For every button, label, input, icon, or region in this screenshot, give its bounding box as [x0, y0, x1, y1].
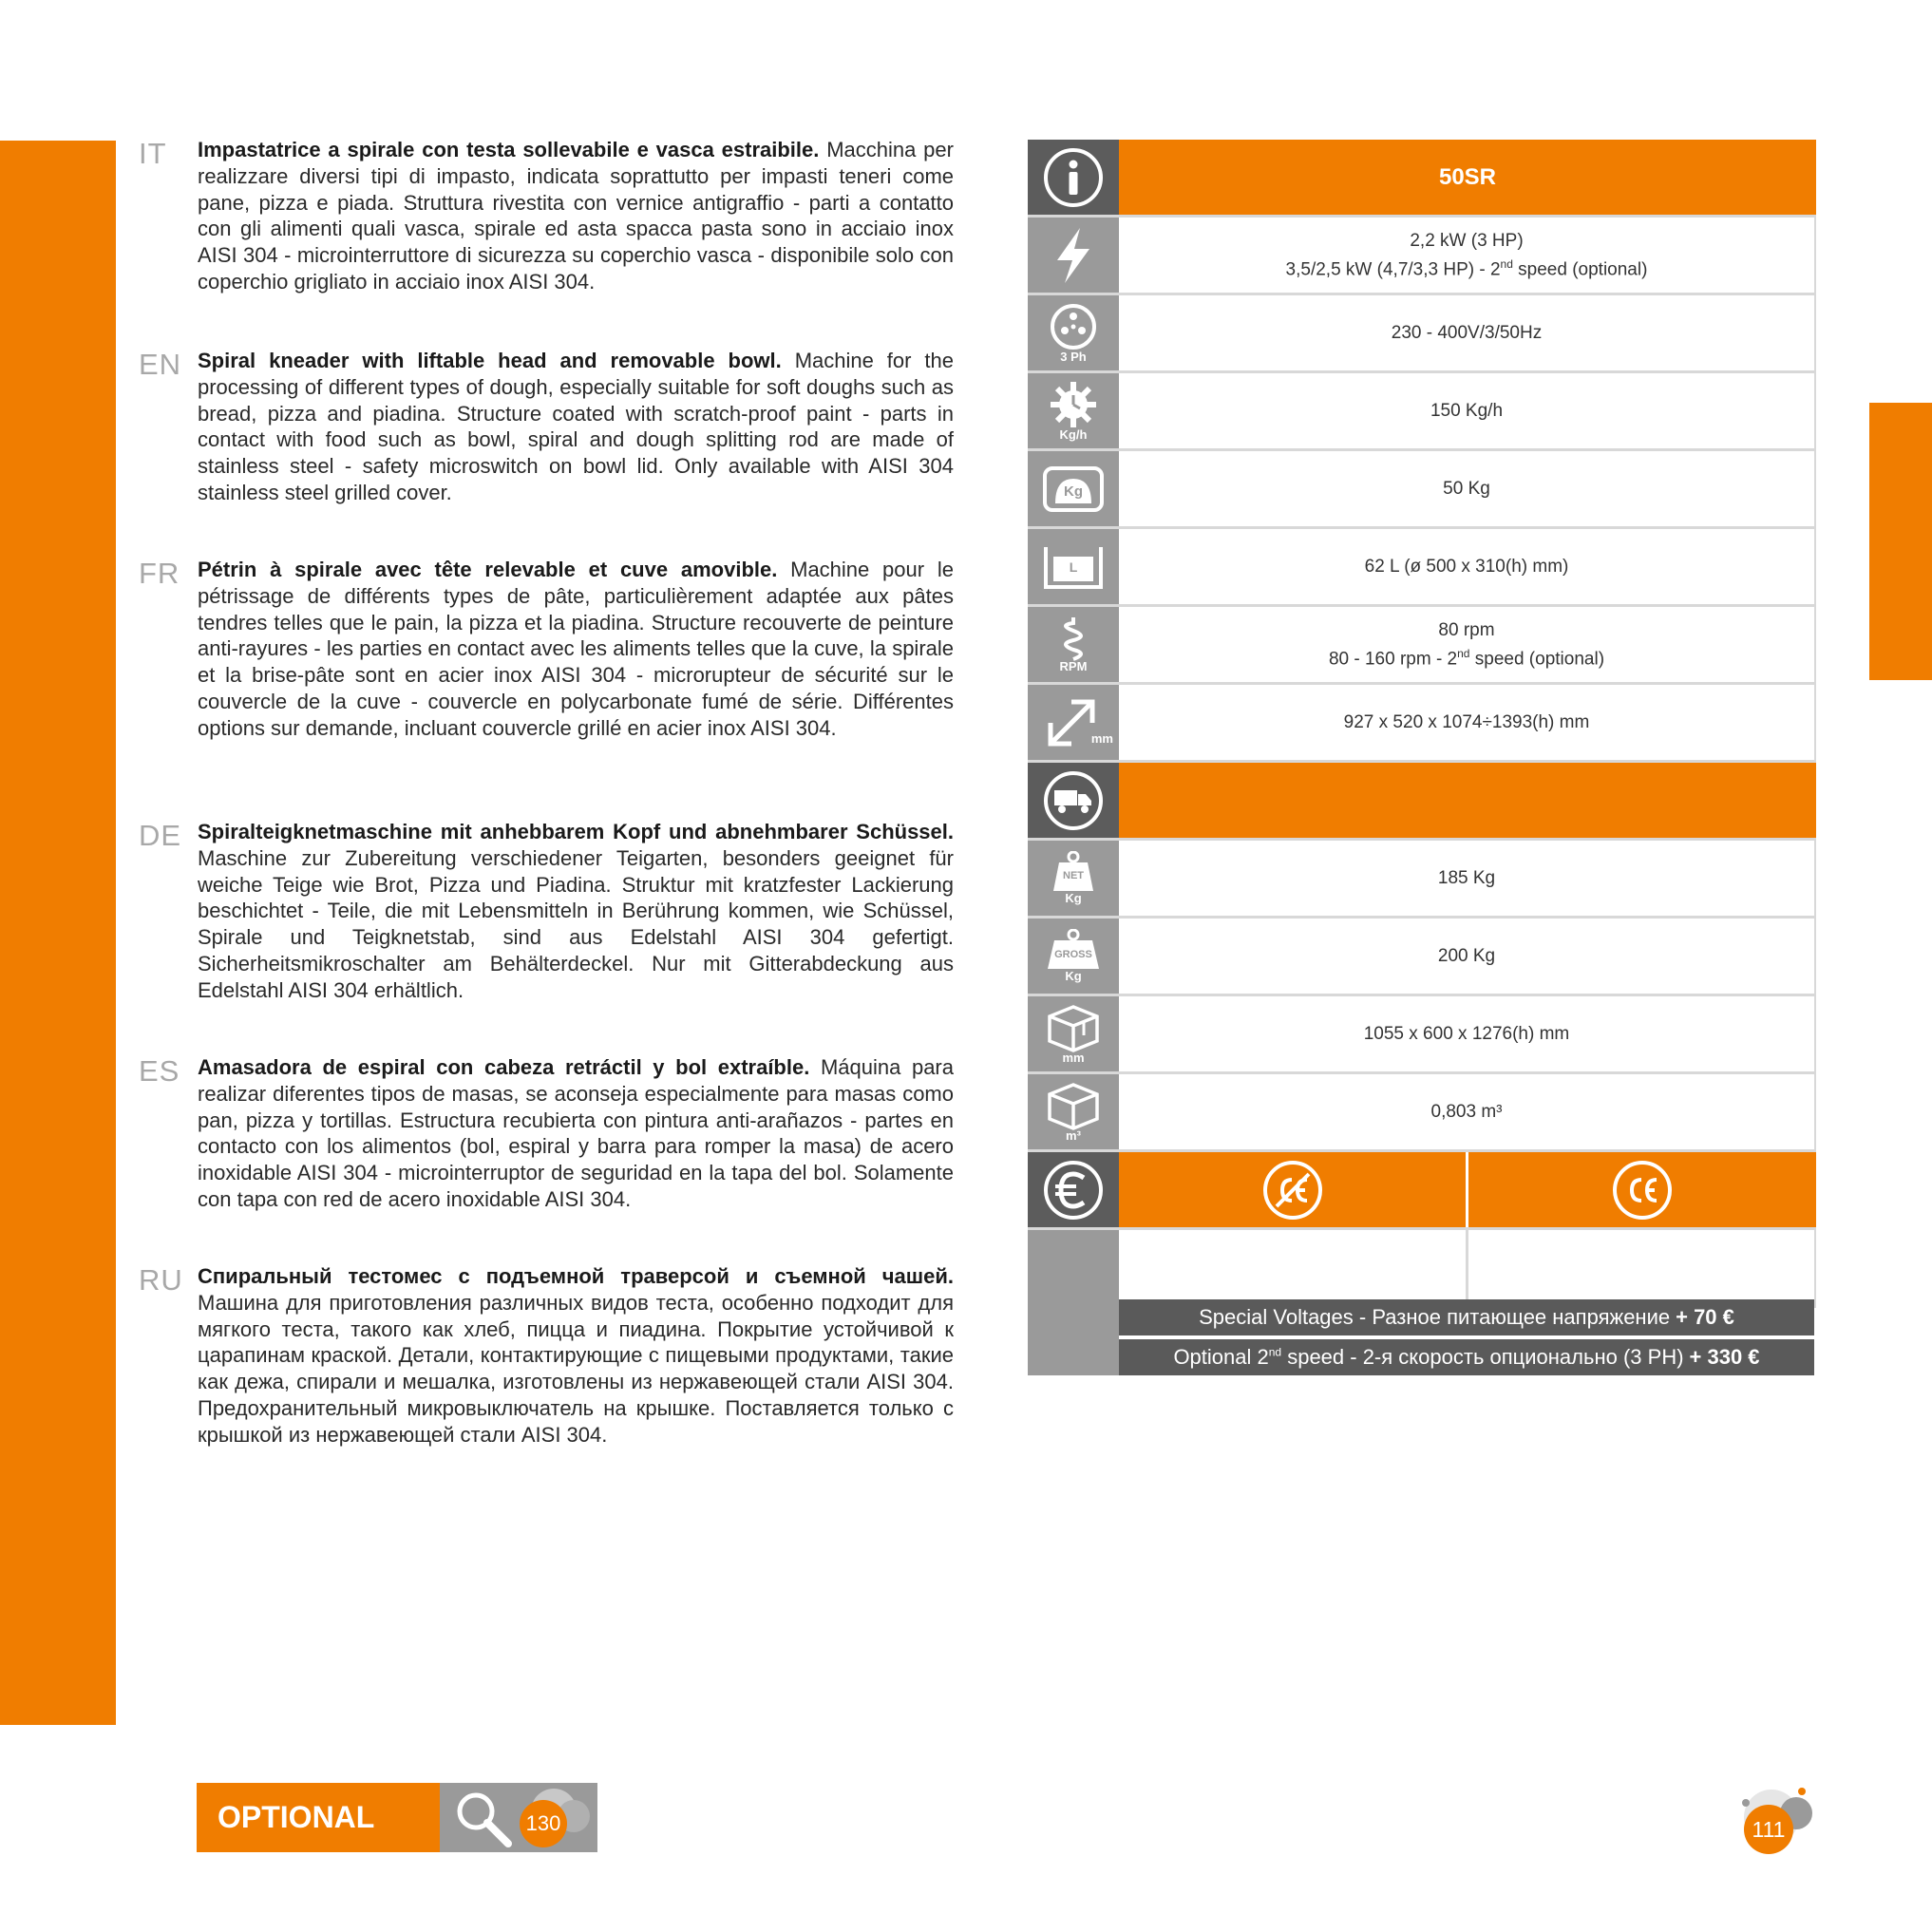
speed-optional: 80 - 160 rpm - 2nd speed (optional) [1328, 646, 1605, 670]
bowl-icon [1028, 529, 1119, 604]
spec-row-dimensions [1028, 685, 1816, 763]
weight-net-icon [1028, 841, 1119, 916]
optional-speed-price: + 330 € [1689, 1345, 1760, 1369]
lang-code: DE [139, 819, 182, 852]
model-name: 50SR [1119, 140, 1816, 215]
lang-code: FR [139, 557, 180, 590]
resize-arrow-icon [1028, 685, 1119, 760]
icon-label: Kg/h [1059, 427, 1088, 442]
lang-text [198, 137, 954, 295]
left-accent-bar [0, 141, 116, 1725]
spec-row-gross-weight [1028, 919, 1816, 996]
decorative-bubble [1742, 1799, 1750, 1807]
spec-row-net-weight [1028, 841, 1816, 919]
desc-body: Maschine zur Zubereitung verschiedener Teigarten, besonders geeignet für weiche Teige wie Brot, Pizza und Piadina. Struktur mit kratzfester Lackierung beschichtet - Teile, die mit Lebensmitteln in Berührung kommen, wie Schüssel, Spirale und Teigknetstab, sind aus Edelstahl AISI 304 gefertigt. Sicherheitsmikroschalter am Behälterdeckel. Nur mit Gitterabdeckung aus Edelstahl AISI 304 erhältlich. [198, 845, 954, 1002]
special-voltages-text: Special Voltages - Разное питающее напряжение [1199, 1305, 1671, 1329]
price-side-cell [1028, 1230, 1119, 1305]
truck-icon [1028, 763, 1119, 838]
gear-icon [1028, 373, 1119, 448]
plug-icon [1028, 295, 1119, 370]
special-voltages-bar [1119, 1299, 1814, 1335]
spec-row-model [1028, 140, 1816, 218]
special-voltages-price: + 70 € [1676, 1305, 1734, 1329]
spec-row-production [1028, 373, 1816, 451]
weight-gross-icon [1028, 919, 1119, 994]
desc-body: Máquina para realizar diferentes tipos de masas, se aconseja especialmente para masas como pan, pizza y tortillas. Estructura recubierta con pintura anti-arañazos - partes en contacto con los alimentos (bol, espiral y barra para romper la masa) de acero inoxidable AISI 304 - microinterruptor de seguridad en la tapa del bol. Solamente con tapa con red de acero inoxidable AISI 304. [198, 1055, 954, 1211]
price-cell-ce [1468, 1230, 1816, 1305]
desc-body: Машина для приготовления различных видов теста, особенно подходит для мягкого теста, такого как хлеб, пицца и пиадина. Покрытие устойчивой к царапинам краской. Детали, контактирующие с пищевыми продуктами, такие как дежа, спирали и мешалка, изготовлены из нержавеющей стали AISI 304. Предохранительный микровыключатель на крышке. Поставляется только с крышкой из нержавеющей стали AISI 304. [198, 1290, 954, 1447]
spec-row-price [1028, 1230, 1816, 1308]
spec-row-power [1028, 218, 1816, 295]
icon-label: mm [1062, 1051, 1085, 1065]
gross-weight-value: 200 Kg [1119, 919, 1816, 994]
desc-title: Amasadora de espiral con cabeza retráctil y bol extraíble. [198, 1055, 810, 1079]
production-value: 150 Kg/h [1119, 373, 1816, 448]
icon-label: m³ [1066, 1128, 1081, 1143]
lang-code: EN [139, 348, 182, 381]
info-icon [1028, 140, 1119, 215]
desc-title: Спиральный тестомес с подъемной траверсой и съемной чашей. [198, 1264, 954, 1288]
desc-title: Pétrin à spirale avec tête relevable et cuve amovible. [198, 558, 778, 581]
icon-label: GROSS [1054, 949, 1092, 960]
desc-body: Machine pour le pétrissage de différents types de pâte, particulièrement adaptée aux pâtes tendres telles que le pain, la pizza et la piadina. Structure recouverte de peinture anti-rayures - les parties en contact avec les aliments telles que la cuve, la spirale et la brise-pâte sont en acier inox AISI 304 - microrupteur de sécurité sur le couvercle de la cuve - couvercle en polycarbonate fumé de série. Différentes options sur demande, incluant couvercle grillé en acier inox AISI 304. [198, 558, 954, 740]
lang-text [198, 819, 954, 1004]
box-icon [1028, 996, 1119, 1071]
desc-body: Macchina per realizzare diversi tipi di impasto, indicata soprattutto per impasti teneri come pane, pizza e piada. Struttura rivestita con vernice antigraffio - parti a contatto con gli alimenti quali vasca, spirale ed asta spacca pasta sono in acciaio inox AISI 304 - microinterruttore di sicurezza su coperchio vasca - disponibile solo con coperchio grigliato in acciaio inox AISI 304. [198, 138, 954, 294]
speed-value [1119, 607, 1816, 682]
package-value: 1055 x 600 x 1276(h) mm [1119, 996, 1816, 1071]
icon-label: L [1069, 559, 1078, 575]
decorative-bubble [1798, 1788, 1806, 1795]
spec-table [1028, 140, 1816, 1308]
voltage-value: 230 - 400V/3/50Hz [1119, 295, 1816, 370]
icon-label: Kg [1064, 483, 1083, 500]
surcharge-side-cell [1028, 1299, 1119, 1375]
spec-row-bowl [1028, 529, 1816, 607]
icon-label: mm [1090, 730, 1113, 746]
ce-icon [1611, 1159, 1674, 1222]
bowl-value: 62 L (ø 500 x 310(h) mm) [1119, 529, 1816, 604]
spec-row-package [1028, 996, 1816, 1074]
ce-cell [1468, 1152, 1816, 1227]
shipping-header-bar [1119, 763, 1816, 838]
spec-row-shipping-header [1028, 763, 1816, 841]
page-number: 111 [1744, 1805, 1793, 1854]
icon-label: 3 Ph [1060, 350, 1087, 364]
no-ce-icon [1261, 1159, 1324, 1222]
magnifier-icon [451, 1787, 518, 1849]
spec-row-voltage [1028, 295, 1816, 373]
power-main: 2,2 kW (3 HP) [1410, 230, 1524, 251]
capacity-value: 50 Kg [1119, 451, 1816, 526]
optional-page-badge: 130 [520, 1800, 567, 1847]
volume-value: 0,803 m³ [1119, 1074, 1816, 1149]
power-value [1119, 218, 1816, 293]
spec-row-speed [1028, 607, 1816, 685]
desc-body: Machine for the processing of different types of dough, especially suitable for soft doughs such as bread, pizza and piadina. Structure coated with scratch-proof paint - parts in contact with food such as bowl, spiral and dough splitting rod are made of stainless steel - safety microswitch on bowl lid. Only available with AISI 304 stainless steel grilled cover. [198, 349, 954, 504]
desc-title: Spiralteigknetmaschine mit anhebbarem Kopf und abnehmbarer Schüssel. [198, 820, 954, 843]
spiral-icon [1028, 607, 1119, 682]
icon-label: Kg [1065, 891, 1082, 905]
spec-row-volume [1028, 1074, 1816, 1152]
icon-label: Kg [1065, 969, 1082, 983]
price-cell-no-ce [1119, 1230, 1468, 1305]
lang-text [198, 557, 954, 742]
net-weight-value: 185 Kg [1119, 841, 1816, 916]
lang-text [198, 1054, 954, 1213]
right-section-tab [1869, 403, 1932, 680]
spec-row-certification [1028, 1152, 1816, 1230]
lang-code: ES [139, 1054, 180, 1088]
lang-code: RU [139, 1263, 183, 1297]
desc-title: Spiral kneader with liftable head and removable bowl. [198, 349, 782, 372]
euro-icon [1028, 1152, 1119, 1227]
optional-icon-box[interactable] [440, 1783, 597, 1852]
desc-title: Impastatrice a spirale con testa sollevabile e vasca estraibile. [198, 138, 820, 161]
lightning-icon [1028, 218, 1119, 293]
power-optional: 3,5/2,5 kW (4,7/3,3 HP) - 2nd speed (optional) [1285, 256, 1648, 280]
optional-link[interactable]: OPTIONAL [197, 1783, 440, 1852]
spec-row-capacity [1028, 451, 1816, 529]
lang-code: IT [139, 137, 167, 170]
optional-speed-text: Optional 2nd speed - 2-я скорость опционально (3 PH) [1173, 1345, 1684, 1369]
icon-label: NET [1063, 870, 1084, 881]
lang-text [198, 1263, 954, 1449]
icon-label: RPM [1059, 659, 1088, 673]
optional-speed-bar [1119, 1339, 1814, 1375]
lang-text [198, 348, 954, 506]
box-volume-icon [1028, 1074, 1119, 1149]
dimensions-value: 927 x 520 x 1074÷1393(h) mm [1119, 685, 1816, 760]
speed-main: 80 rpm [1438, 619, 1495, 640]
scale-icon [1028, 451, 1119, 526]
no-ce-cell [1119, 1152, 1468, 1227]
